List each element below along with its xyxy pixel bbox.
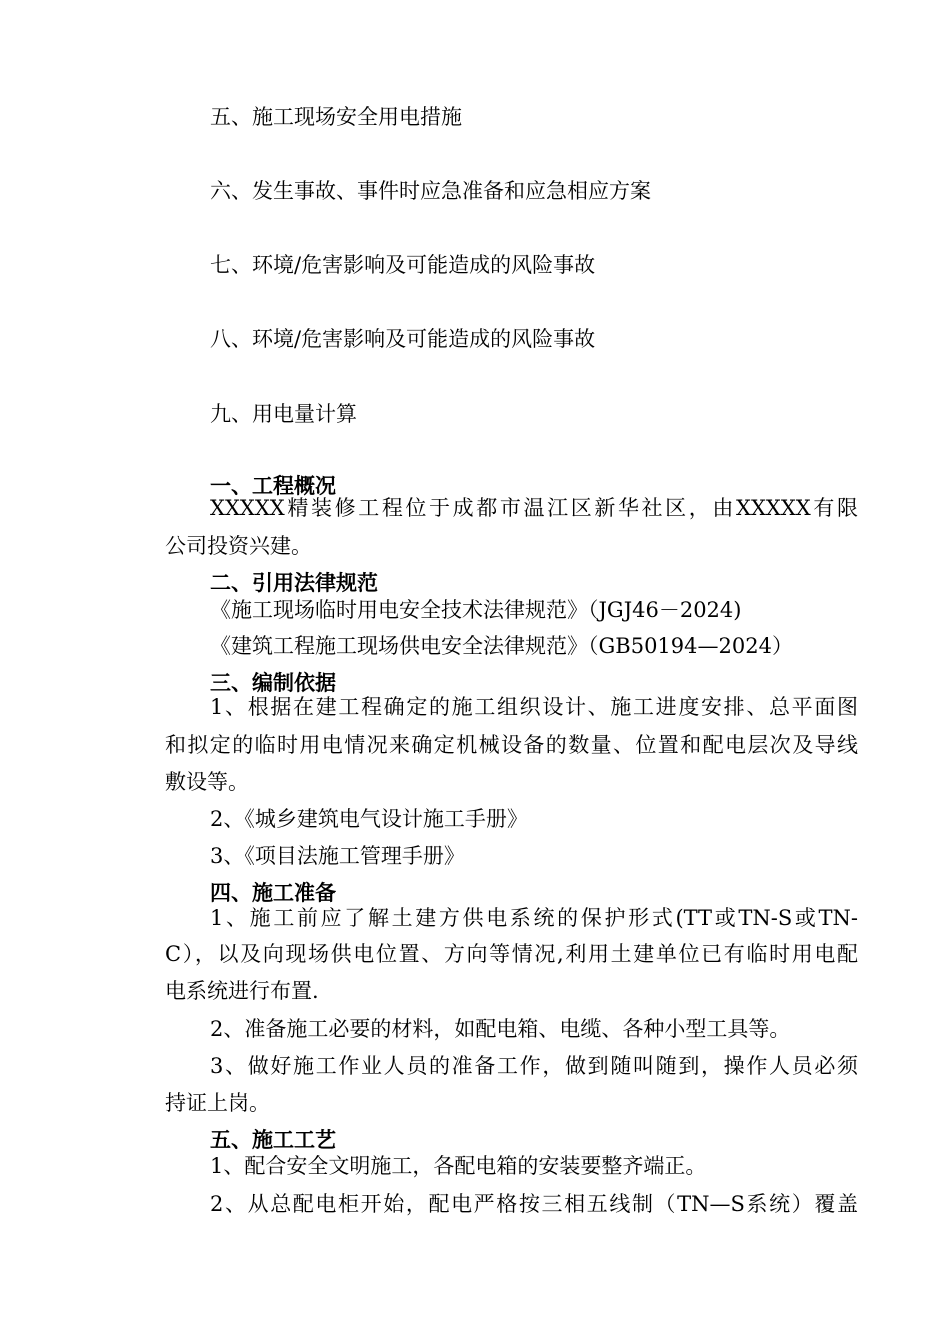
process-p2-line-1: 2、从总配电柜开始，配电严格按三相五线制（TN—S系统）覆盖 [210, 1192, 858, 1216]
toc-item-9: 九、用电量计算 [210, 402, 357, 426]
toc-item-8: 八、环境/危害影响及可能造成的风险事故 [210, 327, 596, 351]
toc-item-7: 七、环境/危害影响及可能造成的风险事故 [210, 253, 596, 277]
preparation-p1-line-2: C），以及向现场供电位置、方向等情况,利用土建单位已有临时用电配 [165, 942, 858, 966]
overview-line-1: XXXXX精装修工程位于成都市温江区新华社区，由XXXXX有限 [210, 496, 858, 520]
regulation-item-2: 《建筑工程施工现场供电安全法律规范》（GB50194—2024） [210, 634, 793, 658]
overview-line-2: 公司投资兴建。 [165, 534, 312, 558]
section-heading-basis: 三、编制依据 [210, 670, 336, 695]
preparation-p1-line-1: 1、施工前应了解土建方供电系统的保护形式(TT或TN-S或TN- [210, 906, 858, 930]
basis-p3: 3、《项目法施工管理手册》 [210, 844, 465, 868]
toc-item-6: 六、发生事故、事件时应急准备和应急相应方案 [210, 179, 651, 203]
basis-p1-line-3: 敷设等。 [165, 770, 249, 794]
regulation-item-1: 《施工现场临时用电安全技术法律规范》（JGJ46－2024) [210, 598, 742, 622]
preparation-p2: 2、准备施工必要的材料，如配电箱、电缆、各种小型工具等。 [210, 1017, 791, 1041]
toc-item-5: 五、施工现场安全用电措施 [210, 105, 462, 129]
preparation-p1-line-3: 电系统进行布置. [165, 979, 319, 1003]
preparation-p3-line-1: 3、做好施工作业人员的准备工作，做到随叫随到，操作人员必须 [210, 1054, 858, 1078]
process-p1: 1、配合安全文明施工，各配电箱的安装要整齐端正。 [210, 1154, 707, 1178]
basis-p2: 2、《城乡建筑电气设计施工手册》 [210, 807, 528, 831]
section-heading-preparation: 四、施工准备 [210, 880, 336, 905]
basis-p1-line-2: 和拟定的临时用电情况来确定机械设备的数量、位置和配电层次及导线 [165, 733, 858, 757]
section-heading-regulations: 二、引用法律规范 [210, 570, 378, 595]
section-heading-process: 五、施工工艺 [210, 1127, 336, 1152]
preparation-p3-line-2: 持证上岗。 [165, 1091, 270, 1115]
section-heading-overview: 一、工程概况 [210, 473, 336, 498]
basis-p1-line-1: 1、根据在建工程确定的施工组织设计、施工进度安排、总平面图 [210, 695, 858, 719]
